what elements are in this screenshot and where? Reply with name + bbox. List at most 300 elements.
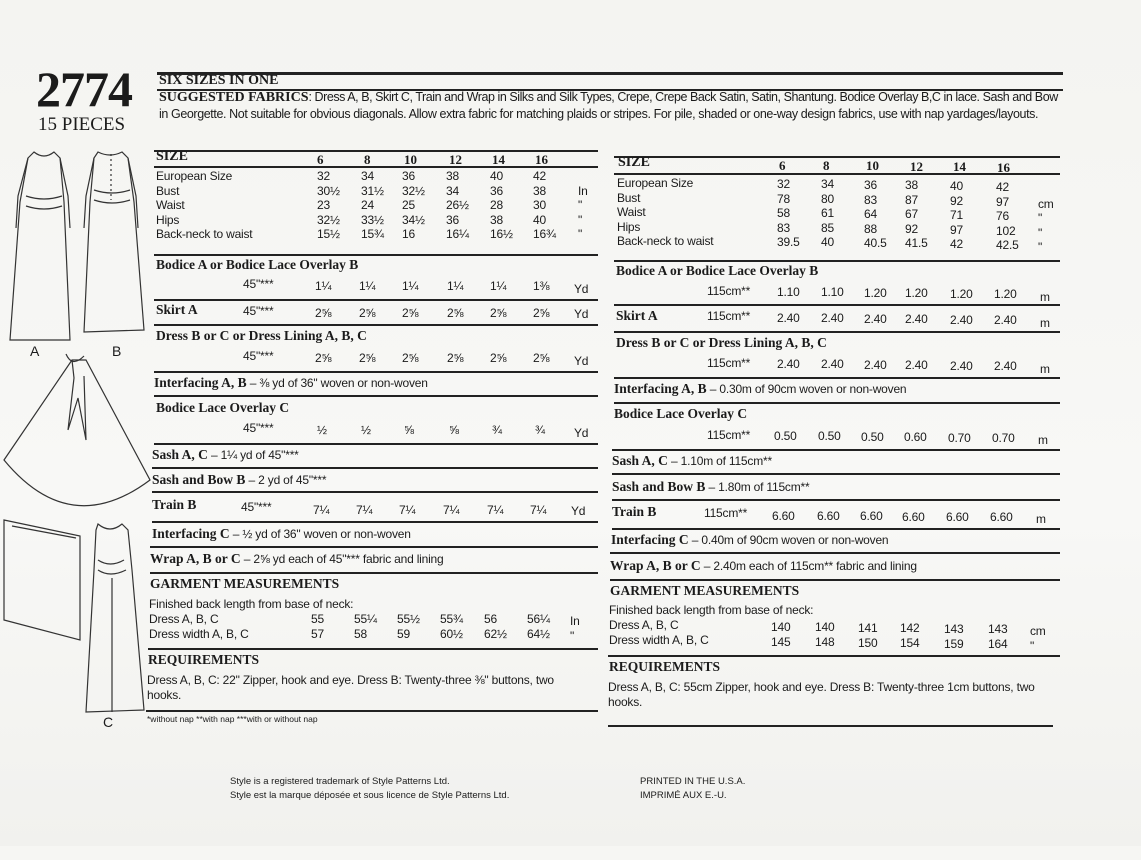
- imp-garment-title: GARMENT MEASUREMENTS: [150, 576, 340, 591]
- met-cell: 71: [950, 208, 963, 222]
- met-unit: cm: [1030, 624, 1046, 638]
- imp-cell: ½: [361, 423, 371, 437]
- train-sketch: [4, 360, 150, 506]
- met-cell: 6.60: [772, 509, 795, 523]
- imp-cell: 30½: [317, 183, 340, 198]
- met-garment-title: GARMENT MEASUREMENTS: [610, 583, 800, 598]
- imp-dress-len-label: Dress A, B, C: [149, 612, 219, 626]
- imp-unit: ": [578, 212, 583, 227]
- met-gm-col: [988, 622, 1007, 651]
- imp-sash-text: – 1¼ yd of 45"***: [207, 448, 299, 462]
- pieces-count: 15 PIECES: [38, 114, 126, 135]
- imp-dress-wid-label: Dress width A, B, C: [149, 626, 249, 641]
- met-cell: 92: [950, 193, 963, 208]
- imp-cell: 26½: [446, 198, 469, 212]
- met-cell: 80: [821, 191, 834, 206]
- met-cell: 85: [821, 220, 834, 235]
- imp-unit: ": [578, 198, 583, 212]
- garment-illustrations: [0, 140, 152, 860]
- imp-cell: 55½: [397, 612, 420, 626]
- met-cell: 42: [950, 237, 963, 251]
- met-cell: 2.40: [950, 313, 973, 327]
- imp-rule: [150, 546, 598, 548]
- imp-interfacing-c-text: – ½ yd of 36" woven or non-woven: [229, 527, 411, 541]
- met-rule: [612, 449, 1060, 451]
- met-cell: 41.5: [905, 236, 928, 250]
- imp-unit: In: [570, 614, 580, 628]
- imp-cell: 38: [533, 183, 546, 198]
- met-sash-title: Sash A, C: [612, 453, 668, 468]
- imp-req-title: REQUIREMENTS: [148, 652, 260, 667]
- met-cell: 150: [858, 635, 878, 650]
- imp-cell: 59: [397, 626, 410, 641]
- imp-wrap: [150, 550, 444, 568]
- imp-cell: 7¼: [313, 503, 330, 517]
- met-unit: ": [1038, 225, 1043, 240]
- imp-interfacing-ab-text: – ⅜ yd of 36" woven or non-woven: [246, 376, 428, 390]
- met-wrap-title: Wrap A, B or C: [610, 558, 701, 573]
- met-col-6: [777, 177, 800, 250]
- dress-b-sketch: [84, 152, 144, 332]
- imp-train-width: 45"***: [241, 500, 272, 514]
- imp-cell: 36: [402, 169, 415, 183]
- imp-row-label: Back-neck to waist: [156, 227, 253, 241]
- imp-cell: 64½: [527, 626, 550, 641]
- met-cell: 32: [777, 177, 790, 191]
- dress-a-sketch: [10, 152, 70, 340]
- met-cell: 40.5: [864, 236, 887, 250]
- imp-interfacing-ab: [154, 374, 428, 392]
- met-rule-size: [614, 173, 1060, 175]
- imp-cell: 34: [361, 169, 374, 183]
- met-row-label: Waist: [617, 205, 646, 219]
- imp-cell: 34: [446, 183, 459, 198]
- met-cell: 61: [821, 206, 834, 220]
- met-rule: [612, 528, 1060, 530]
- fabrics-text-1: : Dress A, B, Skirt C, Train and Wrap in Silks and Silk Types, Crepe, Crepe Back Satin, Satin, Shantung. Bodice Overlay B,C in lace. Sash and Bow: [308, 90, 1058, 104]
- imp-rule: [154, 324, 598, 326]
- met-body-labels: [617, 176, 713, 249]
- imp-col-10: [402, 169, 425, 242]
- met-rule: [614, 260, 1060, 262]
- met-rule: [614, 331, 1060, 333]
- imp-col-14: [490, 169, 513, 242]
- imp-rule: [148, 648, 598, 650]
- met-cell: 0.50: [818, 429, 841, 443]
- met-unit: ": [1038, 240, 1043, 254]
- met-interfacing-ab-text: – 0.30m of 90cm woven or non-woven: [706, 382, 907, 396]
- met-row-label: European Size: [617, 176, 694, 190]
- imp-dress-labels: [149, 612, 249, 641]
- imp-unit: [578, 169, 588, 184]
- met-cell: 87: [905, 192, 918, 207]
- met-cell: 36: [864, 178, 877, 192]
- imp-cell: 23: [317, 198, 330, 212]
- imp-rule: [152, 491, 598, 493]
- met-cell: 143: [944, 622, 964, 636]
- imp-skirt-title: Skirt A: [156, 302, 198, 317]
- imp-cell: ¾: [535, 423, 545, 437]
- met-row-label: Back-neck to waist: [617, 234, 714, 248]
- imp-row-label: Hips: [156, 212, 180, 227]
- imp-cell: 2⅝: [490, 306, 507, 320]
- imp-cell: 55¼: [354, 612, 377, 626]
- imp-row-label: European Size: [156, 169, 233, 183]
- met-cell: 0.70: [992, 431, 1015, 445]
- imp-row-label: Bust: [156, 183, 180, 198]
- met-cell: 154: [900, 635, 920, 650]
- met-cell: 76: [996, 209, 1009, 223]
- imp-cell: 16½: [490, 227, 513, 241]
- imprime-aux-eu: IMPRIMÉ AUX E.-U.: [640, 790, 727, 801]
- imp-rule-size: [154, 166, 598, 168]
- met-cell: 67: [905, 207, 918, 221]
- imp-rule: [146, 710, 598, 712]
- met-rule: [614, 402, 1060, 404]
- imp-cell: 33½: [361, 212, 384, 227]
- met-cell: 97: [996, 194, 1009, 209]
- met-rule: [608, 655, 1060, 657]
- view-label-b: B: [112, 343, 122, 359]
- met-unit: [1038, 182, 1054, 197]
- footnote: *without nap **with nap ***with or without nap: [147, 714, 318, 724]
- met-rule: [610, 552, 1060, 554]
- imp-sashbow-text: – 2 yd of 45"***: [245, 473, 327, 487]
- imp-cell: 2⅝: [359, 351, 376, 365]
- imp-size-10: 10: [404, 152, 417, 167]
- imp-rule: [154, 371, 598, 373]
- met-cell: 2.40: [950, 359, 973, 373]
- fabrics-line-1: [159, 90, 1058, 106]
- imp-sash-title: Sash A, C: [152, 447, 208, 462]
- met-cell: 140: [815, 620, 835, 634]
- printed-in-usa: PRINTED IN THE U.S.A.: [640, 776, 746, 787]
- met-size-8: 8: [823, 158, 830, 173]
- met-cell: 40: [821, 235, 834, 249]
- imp-rule-top: [154, 150, 598, 152]
- imp-cell: ½: [317, 423, 327, 437]
- met-unit: m: [1040, 290, 1050, 304]
- imp-cell: 1⅜: [533, 279, 550, 293]
- met-cell: 83: [777, 220, 790, 235]
- imp-rule: [150, 572, 598, 574]
- imp-rule: [154, 395, 598, 397]
- view-label-c: C: [103, 714, 114, 730]
- met-unit: m: [1040, 316, 1050, 330]
- imp-dress-width: 45"***: [243, 349, 274, 363]
- imp-size-6: 6: [317, 152, 324, 167]
- imp-gm-col: [440, 612, 463, 641]
- imp-col-8: [361, 169, 384, 242]
- imp-interfacing-ab-title: Interfacing A, B: [154, 375, 247, 390]
- met-cell: 1.10: [777, 285, 800, 299]
- met-col-16: [996, 180, 1019, 253]
- imp-cell: 60½: [440, 626, 463, 641]
- met-rule: [612, 499, 1060, 501]
- met-sashbow: [612, 478, 809, 496]
- met-cell: 142: [900, 621, 920, 635]
- imp-cell: 7¼: [443, 503, 460, 517]
- imp-cell: 34½: [402, 212, 425, 227]
- imp-lace-title: Bodice Lace Overlay C: [156, 400, 290, 415]
- imp-row-label: Waist: [156, 198, 185, 212]
- met-skirt-title: Skirt A: [616, 308, 658, 323]
- met-unit: m: [1038, 433, 1048, 447]
- met-cell: 88: [864, 221, 877, 236]
- imp-req-text-1: Dress A, B, C: 22" Zipper, hook and eye. Dress B: Twenty-three ⅜" buttons, two: [147, 673, 554, 687]
- imp-col-16: [533, 169, 556, 242]
- imp-train-title: Train B: [152, 497, 197, 512]
- imp-cell: 2⅝: [533, 351, 550, 365]
- imp-cell: 36: [490, 183, 503, 198]
- met-cell: 2.40: [821, 357, 844, 371]
- met-cell: 1.20: [864, 286, 887, 300]
- imp-cell: 56¼: [527, 612, 550, 626]
- imp-unit: In: [578, 183, 588, 198]
- imp-cell: 62½: [484, 626, 507, 641]
- imp-rule: [154, 299, 598, 301]
- imp-unit: Yd: [571, 504, 586, 518]
- imp-skirt-width: 45"***: [243, 304, 274, 318]
- dress-c-sketch: [86, 524, 144, 712]
- met-rule-top: [614, 156, 1060, 158]
- met-wrap: [610, 557, 917, 575]
- imp-cell: ⅝: [449, 423, 459, 437]
- met-sashbow-title: Sash and Bow B: [612, 479, 706, 494]
- met-skirt-width: 115cm**: [707, 309, 751, 323]
- imp-cell: 1¼: [447, 279, 464, 293]
- imp-cell: 16: [402, 227, 415, 241]
- met-gm-col: [944, 622, 963, 651]
- met-cell: 143: [988, 622, 1008, 636]
- imp-cell: 1¼: [359, 279, 376, 293]
- met-wrap-text: – 2.40m each of 115cm** fabric and lining: [700, 559, 917, 573]
- met-cell: 140: [771, 620, 791, 634]
- met-cell: 164: [988, 636, 1008, 651]
- met-cell: 42.5: [996, 238, 1019, 252]
- met-dress-width: 115cm**: [707, 356, 751, 370]
- met-sash: [612, 452, 772, 470]
- met-cell: 102: [996, 223, 1016, 238]
- met-bodice-width: 115cm**: [707, 284, 751, 298]
- met-cell: 6.60: [990, 510, 1013, 524]
- imp-cell: 57: [311, 626, 324, 641]
- met-size-label: SIZE: [618, 155, 650, 170]
- imp-unit: ": [570, 628, 575, 643]
- met-dress-len-label: Dress A, B, C: [609, 618, 679, 632]
- imp-cell: 7¼: [530, 503, 547, 517]
- imp-rule: [152, 467, 598, 469]
- met-gm-col: [771, 620, 790, 649]
- imp-gm-col: [397, 612, 420, 641]
- met-cell: 2.40: [994, 313, 1017, 327]
- met-unit: ": [1038, 211, 1043, 225]
- imp-cell: 7¼: [487, 503, 504, 517]
- imp-gm-col: [311, 612, 324, 641]
- imp-cell: 2⅝: [315, 351, 332, 365]
- imp-cell: 40: [533, 212, 546, 227]
- met-col-unit: [1038, 182, 1054, 255]
- header-rule: [157, 72, 1063, 75]
- sizes-title: SIX SIZES IN ONE: [159, 73, 279, 88]
- imp-unit: Yd: [574, 354, 589, 368]
- imp-cell: 1¼: [315, 279, 332, 293]
- imp-cell: 2⅝: [359, 306, 376, 320]
- imp-unit: Yd: [574, 426, 589, 440]
- met-dress-labels: [609, 618, 709, 647]
- imp-col-12: [446, 169, 469, 242]
- met-finished-label: Finished back length from base of neck:: [609, 603, 814, 617]
- met-cell: 92: [905, 221, 918, 236]
- fabrics-label: SUGGESTED FABRICS: [159, 90, 309, 105]
- trademark-2: Style est la marque déposée et sous licence de Style Patterns Ltd.: [230, 790, 510, 801]
- imp-size-14: 14: [492, 152, 505, 167]
- imp-unit: Yd: [574, 307, 589, 321]
- met-unit: ": [1030, 638, 1035, 653]
- met-cell: 78: [777, 191, 790, 206]
- met-cell: 34: [821, 177, 834, 191]
- met-cell: 1.20: [905, 286, 928, 300]
- imp-col-6: [317, 169, 340, 242]
- imp-rule: [154, 443, 598, 445]
- imp-cell: 38: [446, 169, 459, 183]
- pattern-number: 2774: [36, 61, 132, 117]
- imp-cell: 32: [317, 169, 330, 183]
- met-cell: 2.40: [994, 359, 1017, 373]
- imp-wrap-text: – 2⅝ yd each of 45"*** fabric and lining: [240, 552, 444, 566]
- met-unit: m: [1036, 512, 1046, 526]
- imp-col-unit: [578, 169, 588, 242]
- imp-sashbow-title: Sash and Bow B: [152, 472, 246, 487]
- met-interfacing-ab-title: Interfacing A, B: [614, 381, 707, 396]
- met-interfacing-c-title: Interfacing C: [611, 532, 689, 547]
- met-sash-text: – 1.10m of 115cm**: [667, 454, 772, 468]
- met-row-label: Bust: [617, 190, 641, 205]
- imp-bodice-title: Bodice A or Bodice Lace Overlay B: [156, 257, 359, 272]
- imp-cell: 2⅝: [447, 306, 464, 320]
- met-lace-width: 115cm**: [707, 428, 751, 442]
- met-unit: cm: [1038, 196, 1054, 211]
- imp-gm-col: [354, 612, 377, 641]
- imp-cell: 2⅝: [447, 351, 464, 365]
- met-cell: 141: [858, 621, 878, 635]
- met-cell: 97: [950, 222, 963, 237]
- met-cell: 145: [771, 634, 791, 649]
- imp-cell: 2⅝: [490, 351, 507, 365]
- met-cell: 2.40: [821, 311, 844, 325]
- met-size-12: 12: [910, 159, 923, 174]
- met-col-8: [821, 177, 834, 250]
- met-dress-title: Dress B or C or Dress Lining A, B, C: [616, 335, 827, 350]
- met-rule: [608, 725, 1053, 727]
- imp-gm-col: [527, 612, 550, 641]
- met-cell: 0.60: [904, 430, 927, 444]
- imp-cell: ⅝: [404, 423, 414, 437]
- met-cell: 39.5: [777, 235, 800, 249]
- met-cell: 1.10: [821, 285, 844, 299]
- met-cell: 2.40: [905, 358, 928, 372]
- met-cell: 6.60: [902, 510, 925, 524]
- imp-size-12: 12: [449, 152, 462, 167]
- imp-cell: 42: [533, 169, 546, 183]
- met-cell: 2.40: [864, 358, 887, 372]
- imp-wrap-title: Wrap A, B or C: [150, 551, 241, 566]
- imp-cell: 15¾: [361, 227, 384, 241]
- met-cell: 64: [864, 207, 877, 221]
- imp-cell: 55: [311, 612, 324, 626]
- met-cell: 0.70: [948, 431, 971, 445]
- imp-size-8: 8: [364, 152, 371, 167]
- met-req-text-2: hooks.: [608, 695, 643, 709]
- view-label-a: A: [30, 343, 40, 359]
- met-cell: 1.20: [950, 287, 973, 301]
- met-train-title: Train B: [612, 504, 657, 519]
- imp-gm-col: [484, 612, 507, 641]
- imp-finished-label: Finished back length from base of neck:: [149, 597, 354, 611]
- imp-rule: [154, 254, 598, 256]
- imp-rule: [152, 521, 598, 523]
- imp-gm-unit: [570, 614, 580, 643]
- met-lace-title: Bodice Lace Overlay C: [614, 406, 748, 421]
- met-req-title: REQUIREMENTS: [609, 659, 721, 674]
- imp-cell: 28: [490, 198, 503, 212]
- met-col-10: [864, 178, 887, 251]
- met-rule: [612, 473, 1060, 475]
- met-dress-wid-label: Dress width A, B, C: [609, 632, 709, 647]
- met-interfacing-c: [611, 531, 888, 549]
- met-cell: 83: [864, 192, 877, 207]
- imp-cell: 25: [402, 198, 415, 212]
- imp-size-label: SIZE: [156, 149, 188, 164]
- met-rule: [614, 377, 1060, 379]
- imp-unit: ": [578, 227, 583, 241]
- met-row-label: Hips: [617, 219, 641, 234]
- met-train-width: 115cm**: [704, 506, 748, 520]
- met-cell: 0.50: [861, 430, 884, 444]
- met-sashbow-text: – 1.80m of 115cm**: [705, 480, 810, 494]
- imp-cell: 16¼: [446, 227, 469, 241]
- met-rule: [610, 579, 1060, 581]
- met-bodice-title: Bodice A or Bodice Lace Overlay B: [616, 263, 819, 278]
- met-size-16: 16: [997, 160, 1010, 175]
- fabrics-line-2: in Georgette. Not suitable for obvious diagonals. Allow extra fabric for matching plaids or stripes. For pile, shaded or one-way design fabrics, use with nap yardages/layouts.: [159, 107, 1039, 121]
- imp-cell: 2⅝: [315, 306, 332, 320]
- imp-cell: 56: [484, 612, 497, 626]
- met-cell: 38: [905, 178, 918, 192]
- imp-cell: 40: [490, 169, 503, 183]
- met-size-6: 6: [779, 158, 786, 173]
- imp-cell: 16¾: [533, 227, 556, 241]
- met-cell: 58: [777, 206, 790, 220]
- imp-cell: ¾: [492, 423, 502, 437]
- met-cell: 2.40: [777, 357, 800, 371]
- met-cell: 40: [950, 179, 963, 193]
- met-cell: 2.40: [777, 311, 800, 325]
- imp-cell: 36: [446, 212, 459, 227]
- imp-dress-title: Dress B or C or Dress Lining A, B, C: [156, 328, 367, 343]
- imp-cell: 32½: [402, 183, 425, 198]
- met-col-12: [905, 178, 928, 251]
- imp-interfacing-c-title: Interfacing C: [152, 526, 230, 541]
- met-col-14: [950, 179, 963, 252]
- imp-size-16: 16: [535, 152, 548, 167]
- met-gm-unit: [1030, 624, 1046, 653]
- imp-bodice-width: 45"***: [243, 277, 274, 291]
- imp-cell: 32½: [317, 212, 340, 227]
- met-cell: 6.60: [817, 509, 840, 523]
- imp-req-text-2: hooks.: [147, 688, 182, 702]
- imp-cell: 31½: [361, 183, 384, 198]
